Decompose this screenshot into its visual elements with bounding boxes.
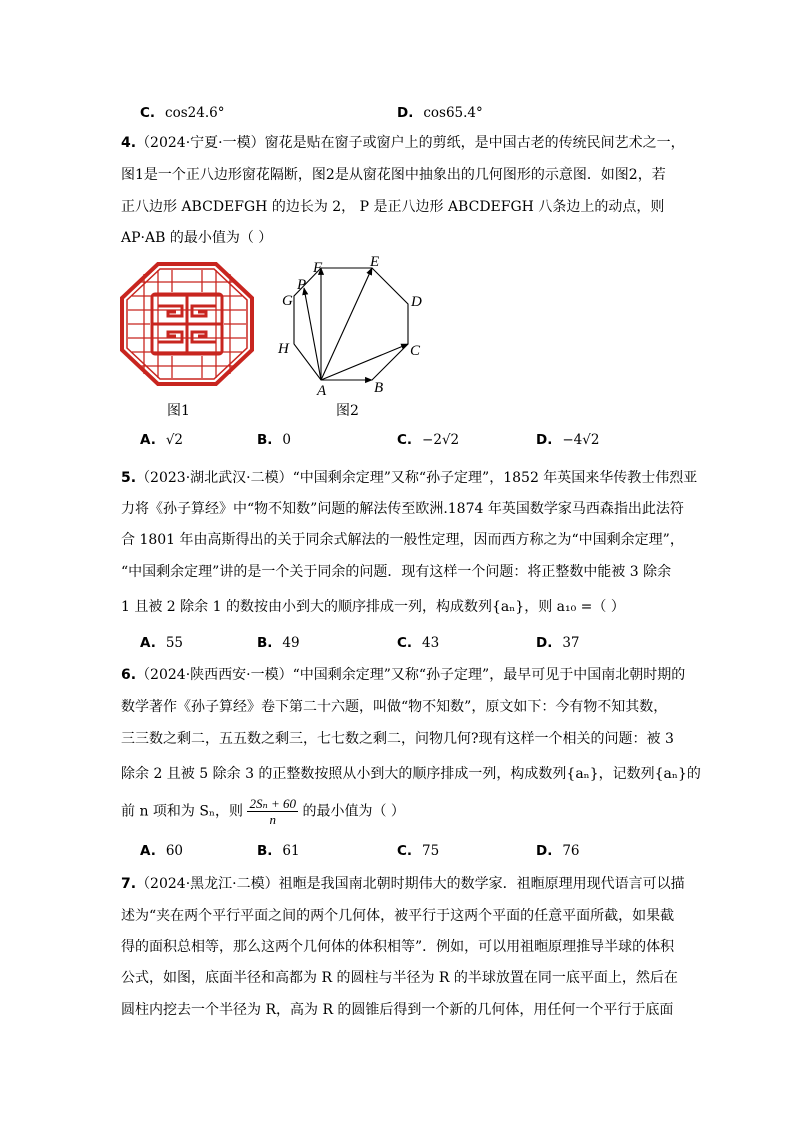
q4-option-b [257, 430, 291, 450]
q6-line-2: 数学著作《孙子算经》卷下第二十六题，叫做“物不知数”，原文如下：今有物不知其数， [121, 699, 668, 715]
q4-line-4: AP·AB 的最小值为（ ） [121, 230, 273, 246]
question-text: 的最小值为（ ） [302, 803, 405, 820]
question-text: （2024·陕西西安·一模）“中国剩余定理”又称“孙子定理”，最早可见于中国南北朝时期的 [136, 667, 686, 683]
q3-option-d [397, 103, 483, 123]
octagon-diagram [276, 254, 436, 399]
option-label: B. [257, 635, 273, 651]
q7-line-3: 得的面积总相等，那么这两个几何体的体积相等”．例如，可以用祖暅原理推导半球的体积 [121, 939, 675, 955]
option-text: cos65.4° [423, 105, 483, 121]
option-text: cos24.6° [165, 105, 225, 121]
q6-option-c [397, 841, 439, 861]
q4-option-d [536, 430, 599, 450]
question-text: 前 n 项和为 Sₙ，则 [121, 803, 244, 820]
question-number: 4. [121, 135, 137, 151]
vertex-label-f: F [313, 260, 323, 276]
option-label: B. [257, 843, 273, 859]
question-text: （2024·宁夏·一模）窗花是贴在窗子或窗户上的剪纸，是中国古老的传统民间艺术之一， [136, 135, 685, 151]
question-number: 7. [121, 876, 137, 892]
question-number: 5. [121, 470, 137, 486]
option-label: A. [140, 432, 156, 448]
q4-line-1 [121, 133, 685, 153]
option-label: D. [397, 105, 414, 121]
q5-option-b [257, 633, 300, 653]
q5-option-a [140, 633, 183, 653]
option-text: 43 [422, 635, 440, 651]
vertex-label-a: A [317, 383, 327, 399]
option-text: 75 [422, 843, 440, 859]
q5-option-c [397, 633, 439, 653]
q5-line-4: “中国剩余定理”讲的是一个关于同余的问题．现有这样一个问题：将正整数中能被 3 除余 [121, 564, 672, 580]
option-text: 37 [562, 635, 580, 651]
vertex-label-b: B [374, 380, 384, 396]
option-label: C. [397, 843, 413, 859]
option-label: B. [257, 432, 273, 448]
q4-option-c [397, 430, 459, 450]
option-text: 49 [282, 635, 300, 651]
option-label: C. [140, 105, 156, 121]
q7-line-5: 圆柱内挖去一个半径为 R，高为 R 的圆锥后得到一个新的几何体，用任何一个平行于底面 [121, 1002, 674, 1018]
q6-line-3: 三三数之剩二，五五数之剩三，七七数之剩二，问物几何?现有这样一个相关的问题：被 3 [121, 731, 674, 747]
option-label: D. [536, 843, 553, 859]
question-text: （2023·湖北武汉·二模）“中国剩余定理”又称“孙子定理”，1852 年英国来华传教士伟烈亚 [136, 470, 698, 486]
point-label-p: P [297, 277, 307, 293]
window-flower-figure [120, 262, 254, 386]
option-text: 76 [562, 843, 580, 859]
figure-2-caption: 图2 [336, 403, 359, 419]
vertex-label-c: C [410, 343, 421, 359]
vertex-label-d: D [411, 294, 422, 310]
figure-1-caption: 图1 [167, 403, 190, 419]
vertex-label-g: G [282, 293, 293, 309]
option-text: 55 [165, 635, 184, 651]
q4-option-a [140, 430, 183, 450]
option-label: A. [140, 635, 156, 651]
option-label: A. [140, 843, 156, 859]
option-label: D. [536, 432, 553, 448]
q3-option-c [140, 103, 224, 123]
option-text: −4√2 [562, 432, 600, 448]
q7-line-1 [121, 874, 685, 894]
vertex-label-h: H [278, 341, 289, 357]
option-text: 60 [165, 843, 184, 859]
vertex-label-e: E [370, 254, 380, 270]
q7-line-2: 述为“夹在两个平行平面之间的两个几何体，被平行于这两个平面的任意平面所截，如果截 [121, 908, 675, 924]
option-text: 61 [282, 843, 300, 859]
fraction-denominator: n [269, 812, 276, 827]
option-label: D. [536, 635, 553, 651]
fraction-numerator: 2Sₙ + 60 [249, 796, 297, 811]
q5-line-2: 力将《孙子算经》中“物不知数”问题的解法传至欧洲.1874 年英国数学家马西森指出此法符 [121, 501, 684, 517]
q4-line-2: 图1是一个正八边形窗花隔断，图2是从窗花图中抽象出的几何图形的示意图．如图2，若 [121, 167, 666, 183]
fraction [247, 796, 298, 827]
q6-line-4: 除余 2 且被 5 除余 3 的正整数按照从小到大的顺序排成一列，构成数列{aₙ}，记数列{aₙ}的 [121, 766, 701, 782]
q5-option-d [536, 633, 580, 653]
question-text: （2024·黑龙江·二模）祖暅是我国南北朝时期伟大的数学家．祖暅原理用现代语言可以描 [136, 876, 685, 892]
q6-option-b [257, 841, 300, 861]
q5-line-1 [121, 468, 697, 488]
q6-option-d [536, 841, 580, 861]
option-text: 0 [282, 432, 292, 448]
q5-line-5: 1 且被 2 除余 1 的数按由小到大的顺序排成一列，构成数列{aₙ}，则 a₁₀ =（ ） [121, 599, 625, 615]
question-number: 6. [121, 667, 137, 683]
option-text: −2√2 [422, 432, 460, 448]
q5-line-3: 合 1801 年由高斯得出的关于同余式解法的一般性定理，因而西方称之为“中国剩余定理”， [121, 532, 684, 548]
q6-option-a [140, 841, 183, 861]
q6-line-1 [121, 665, 685, 685]
option-label: C. [397, 432, 413, 448]
option-label: C. [397, 635, 413, 651]
q6-line-5 [121, 796, 405, 827]
q4-line-3: 正八边形 ABCDEFGH 的边长为 2， P 是正八边形 ABCDEFGH 八条边上的动点，则 [121, 199, 665, 215]
q7-line-4: 公式，如图，底面半径和高都为 R 的圆柱与半径为 R 的半球放置在同一底平面上，然后在 [121, 970, 678, 986]
option-text: √2 [165, 432, 184, 448]
